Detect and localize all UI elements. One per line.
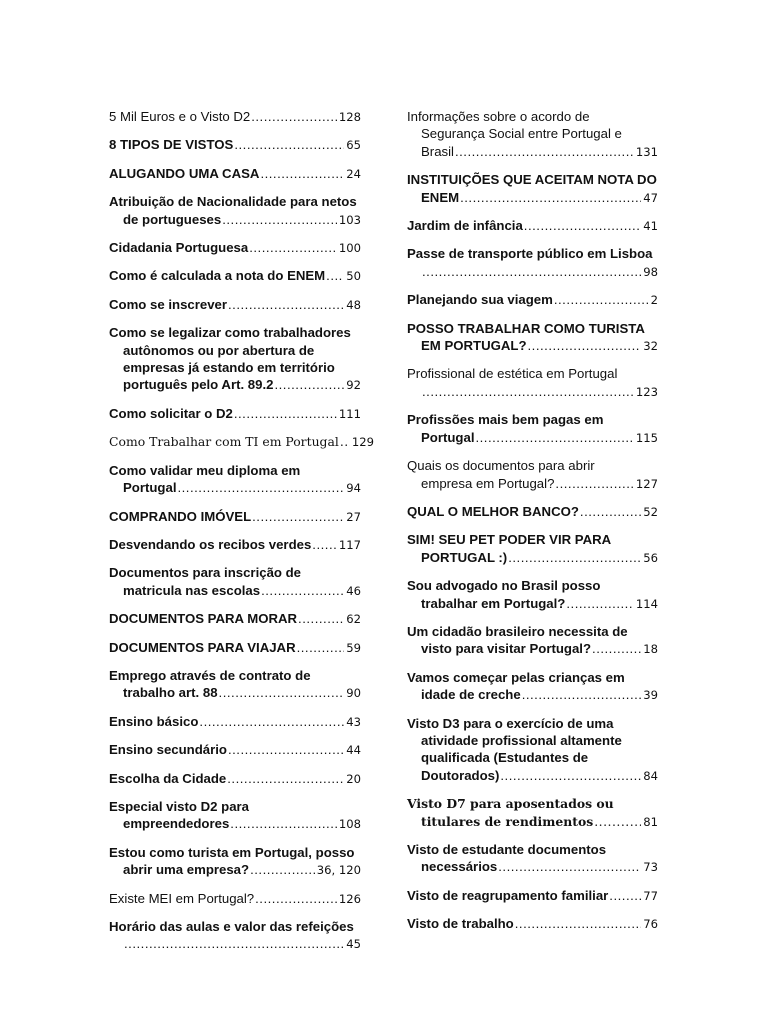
index-entry [109, 239, 361, 257]
entry-title-line: necessários [421, 859, 498, 875]
dot-leader [234, 405, 337, 422]
entry-title-line: 8 TIPOS DE VISTOS [109, 137, 234, 153]
dot-leader [252, 508, 344, 525]
dot-leader [274, 376, 344, 393]
dot-leader [460, 189, 641, 206]
entry-title-line: Horário das aulas e valor das refeições [109, 919, 354, 934]
index-entry [109, 639, 361, 657]
entry-title-line: Visto D7 para aposentados ou [407, 796, 614, 812]
page-number: 39 [643, 688, 658, 703]
entry-title-line: Como se inscrever [109, 296, 228, 312]
entry-title-line: Como Trabalhar com TI em Portugal [109, 434, 339, 450]
index-entry [407, 715, 658, 786]
entry-title-line: Como se legalizar como trabalhadores [109, 325, 351, 341]
dot-leader [422, 383, 634, 400]
dot-leader [580, 503, 641, 520]
dot-leader [524, 217, 641, 234]
entry-title-line: Ensino secundário [109, 742, 227, 758]
page-number: 84 [643, 768, 658, 783]
dot-leader [422, 263, 641, 280]
page-number: 123 [635, 384, 658, 399]
page-number: 108 [338, 817, 361, 832]
entry-title-line: Visto D3 para o exercício de uma [407, 715, 614, 731]
page-number: 81 [643, 814, 658, 829]
dot-leader [508, 549, 641, 566]
entry-title-line: Vamos começar pelas crianças em [407, 669, 625, 685]
page-number: 18 [643, 642, 658, 657]
index-entry [407, 623, 658, 659]
index-entry [109, 844, 361, 880]
dot-leader [222, 211, 337, 228]
dot-leader [609, 887, 641, 904]
entry-title-line: COMPRANDO IMÓVEL [109, 508, 252, 524]
entry-title-line: empresa em Portugal? [421, 475, 555, 491]
page-number: 100 [338, 241, 361, 256]
entry-title-line: Cidadania Portuguesa [109, 240, 249, 256]
dot-leader [515, 915, 641, 932]
entry-title-line: Um cidadão brasileiro necessita de [407, 623, 628, 639]
dot-leader [566, 595, 633, 612]
entry-title-line: Passe de transporte público em Lisboa [407, 246, 653, 262]
entry-title-line: INSTITUIÇÕES QUE ACEITAM NOTA DO [407, 172, 657, 188]
entry-title-line: empresas já estando em território [123, 360, 335, 376]
dot-leader [234, 136, 344, 153]
dot-leader [326, 267, 344, 284]
page-number: 52 [643, 504, 658, 519]
dot-leader [592, 640, 641, 657]
index-entry [109, 610, 361, 628]
index-column-right [407, 108, 658, 944]
page-number: 128 [338, 110, 361, 124]
entry-title-line: Estou como turista em Portugal, posso [109, 844, 355, 860]
entry-title-line: trabalhar em Portugal? [421, 595, 566, 611]
dot-leader [298, 610, 344, 627]
dot-leader [199, 713, 344, 730]
index-column-left [109, 108, 374, 964]
index-entry [407, 795, 658, 831]
entry-title-line: Doutorados) [421, 767, 500, 783]
page-number: 44 [346, 743, 361, 758]
dot-leader [500, 767, 641, 784]
entry-title-line: ENEM [421, 189, 460, 205]
page-number: 98 [643, 264, 658, 279]
index-entry [109, 508, 361, 526]
dot-leader [528, 337, 642, 354]
index-entry [407, 108, 658, 161]
index-entry [407, 503, 658, 521]
page-number: 50 [346, 269, 361, 284]
index-entry [109, 296, 361, 314]
page-number: 117 [338, 537, 361, 552]
index-entry [109, 405, 361, 423]
entry-title-line: Especial visto D2 para [109, 798, 250, 814]
entry-title-line: Atribuição de Nacionalidade para netos [109, 194, 357, 210]
entry-title-line: Segurança Social entre Portugal e [421, 126, 622, 142]
page-number: 62 [346, 612, 361, 627]
page-number: 90 [346, 686, 361, 701]
index-entry [407, 887, 658, 905]
dot-leader [251, 108, 337, 125]
index-entry [109, 108, 361, 126]
page-number: 73 [643, 860, 658, 875]
dot-leader [177, 479, 344, 496]
entry-title-line: português pelo Art. 89.2 [123, 377, 274, 393]
entry-title-line: empreendedores [123, 816, 230, 832]
entry-title-line: DOCUMENTOS PARA MORAR [109, 611, 298, 627]
entry-title-line: de portugueses [123, 211, 222, 227]
entry-title-line: Profissional de estética em Portugal [407, 366, 618, 382]
index-entry [109, 798, 361, 834]
index-entry [407, 457, 658, 493]
entry-title-line: Emprego através de contrato de [109, 667, 311, 683]
entry-title-line: matricula nas escolas [123, 582, 261, 598]
entry-title-line: Existe MEI em Portugal? [109, 890, 255, 906]
entry-title-line: Jardim de infância [407, 218, 523, 234]
entry-title-line: Ensino básico [109, 713, 199, 729]
page-number: 45 [346, 937, 361, 952]
page-number: 131 [635, 144, 658, 159]
entry-title-line: idade de creche [421, 687, 521, 703]
entry-title-line: Visto de estudante documentos [407, 842, 607, 857]
index-entry [109, 136, 361, 154]
dot-leader [475, 429, 633, 446]
page-number: 76 [643, 917, 658, 932]
page-number: 43 [346, 714, 361, 729]
page-number: 47 [643, 190, 658, 205]
dot-leader [555, 475, 633, 492]
entry-title-line: Sou advogado no Brasil posso [407, 578, 601, 594]
index-entry [109, 536, 361, 554]
entry-title-line: Visto de reagrupamento familiar [407, 887, 609, 903]
entry-title-line: EM PORTUGAL? [421, 338, 527, 354]
index-entry [109, 770, 361, 788]
index-entry [407, 320, 658, 356]
page-number: 56 [643, 550, 658, 565]
dot-leader [228, 296, 344, 313]
index-entry [109, 667, 361, 703]
index-entry [109, 741, 361, 759]
entry-title-line: Como solicitar o D2 [109, 405, 233, 421]
dot-leader [261, 582, 344, 599]
index-entry [109, 918, 361, 954]
index-entry [109, 165, 361, 183]
dot-leader [249, 239, 337, 256]
page-number: 65 [346, 138, 361, 153]
entry-title-line: autônomos ou por abertura de [123, 342, 315, 358]
dot-leader [455, 143, 634, 160]
entry-title-line: QUAL O MELHOR BANCO? [407, 503, 579, 519]
dot-leader [250, 861, 315, 878]
index-entry [407, 841, 658, 877]
entry-title-line: Escolha da Cidade [109, 770, 227, 786]
index-entry [109, 324, 361, 395]
dot-leader [340, 433, 350, 450]
entry-title-line: Portugal [421, 429, 475, 445]
entry-title-line: Brasil [421, 143, 454, 159]
page-number: 32 [643, 339, 658, 354]
dot-leader [255, 890, 337, 907]
entry-title-line: Quais os documentos para abrir [407, 458, 595, 474]
page-number: 126 [338, 891, 361, 906]
dot-leader [219, 684, 345, 701]
page-number: 46 [346, 583, 361, 598]
page-number: 115 [635, 430, 658, 445]
entry-title-line: Portugal [123, 480, 177, 496]
page-number: 114 [635, 596, 658, 611]
dot-leader [260, 165, 344, 182]
dot-leader [227, 770, 344, 787]
entry-title-line: Documentos para inscrição de [109, 565, 302, 581]
page-number: 77 [643, 888, 658, 903]
entry-title-line: Profissões mais bem pagas em [407, 412, 604, 428]
page-number: 94 [346, 481, 361, 496]
dot-leader [312, 536, 337, 553]
index-entry [407, 669, 658, 705]
dot-leader [297, 639, 345, 656]
page-number: 129 [351, 435, 374, 450]
page-number: 24 [346, 166, 361, 181]
index-entry [407, 171, 658, 207]
entry-title-line: SIM! SEU PET PODER VIR PARA [407, 532, 612, 548]
index-entry [109, 890, 361, 908]
entry-title-line: Desvendando os recibos verdes [109, 536, 312, 552]
entry-title-line: Visto de trabalho [407, 916, 514, 932]
dot-leader [498, 858, 641, 875]
page-number: 59 [346, 640, 361, 655]
entry-title-line: Como validar meu diploma em [109, 462, 301, 478]
index-entry [407, 577, 658, 613]
entry-title-line: qualificada (Estudantes de [421, 750, 589, 766]
index-entry [109, 564, 361, 600]
dot-leader [228, 741, 344, 758]
page-number: 48 [346, 297, 361, 312]
page-number: 103 [338, 212, 361, 227]
index-entry [407, 217, 658, 235]
page-number: 111 [338, 406, 361, 421]
entry-title-line: POSSO TRABALHAR COMO TURISTA [407, 320, 645, 336]
entry-title-line: ALUGANDO UMA CASA [109, 165, 260, 181]
entry-title-line: 5 Mil Euros e o Visto D2 [109, 109, 251, 124]
index-entry [109, 267, 361, 285]
index-entry [109, 462, 361, 498]
index-entry [407, 411, 658, 447]
entry-title-line: abrir uma empresa? [123, 862, 250, 878]
page-number: 127 [635, 476, 658, 491]
dot-leader [124, 935, 344, 952]
entry-title-line: Como é calculada a nota do ENEM [109, 268, 326, 284]
entry-title-line: atividade profissional altamente [421, 732, 622, 748]
entry-title-line: visto para visitar Portugal? [421, 641, 592, 657]
page-number: 20 [346, 771, 361, 786]
index-entry [109, 713, 361, 731]
entry-title-line: titulares de rendimentos [421, 813, 594, 829]
dot-leader [594, 813, 641, 830]
entry-title-line: Informações sobre o acordo de [407, 109, 590, 124]
dot-leader [522, 686, 642, 703]
page-number: 27 [346, 509, 361, 524]
dot-leader [230, 815, 337, 832]
entry-title-line: Planejando sua viagem [407, 292, 553, 308]
index-entry [407, 245, 658, 281]
page-number: 92 [346, 378, 361, 393]
entry-title-line: PORTUGAL :) [421, 549, 508, 565]
dot-leader [554, 291, 649, 308]
index-entry [109, 193, 361, 229]
index-entry [407, 531, 658, 567]
entry-title-line: trabalho art. 88 [123, 685, 218, 701]
entry-title-line: DOCUMENTOS PARA VIAJAR [109, 639, 296, 655]
index-entry [109, 433, 374, 451]
page-number: 41 [643, 219, 658, 234]
index-entry [407, 915, 658, 933]
page-number: 36, 120 [316, 863, 361, 878]
index-entry [407, 291, 658, 309]
page-number: 2 [650, 293, 658, 308]
index-entry [407, 365, 658, 401]
